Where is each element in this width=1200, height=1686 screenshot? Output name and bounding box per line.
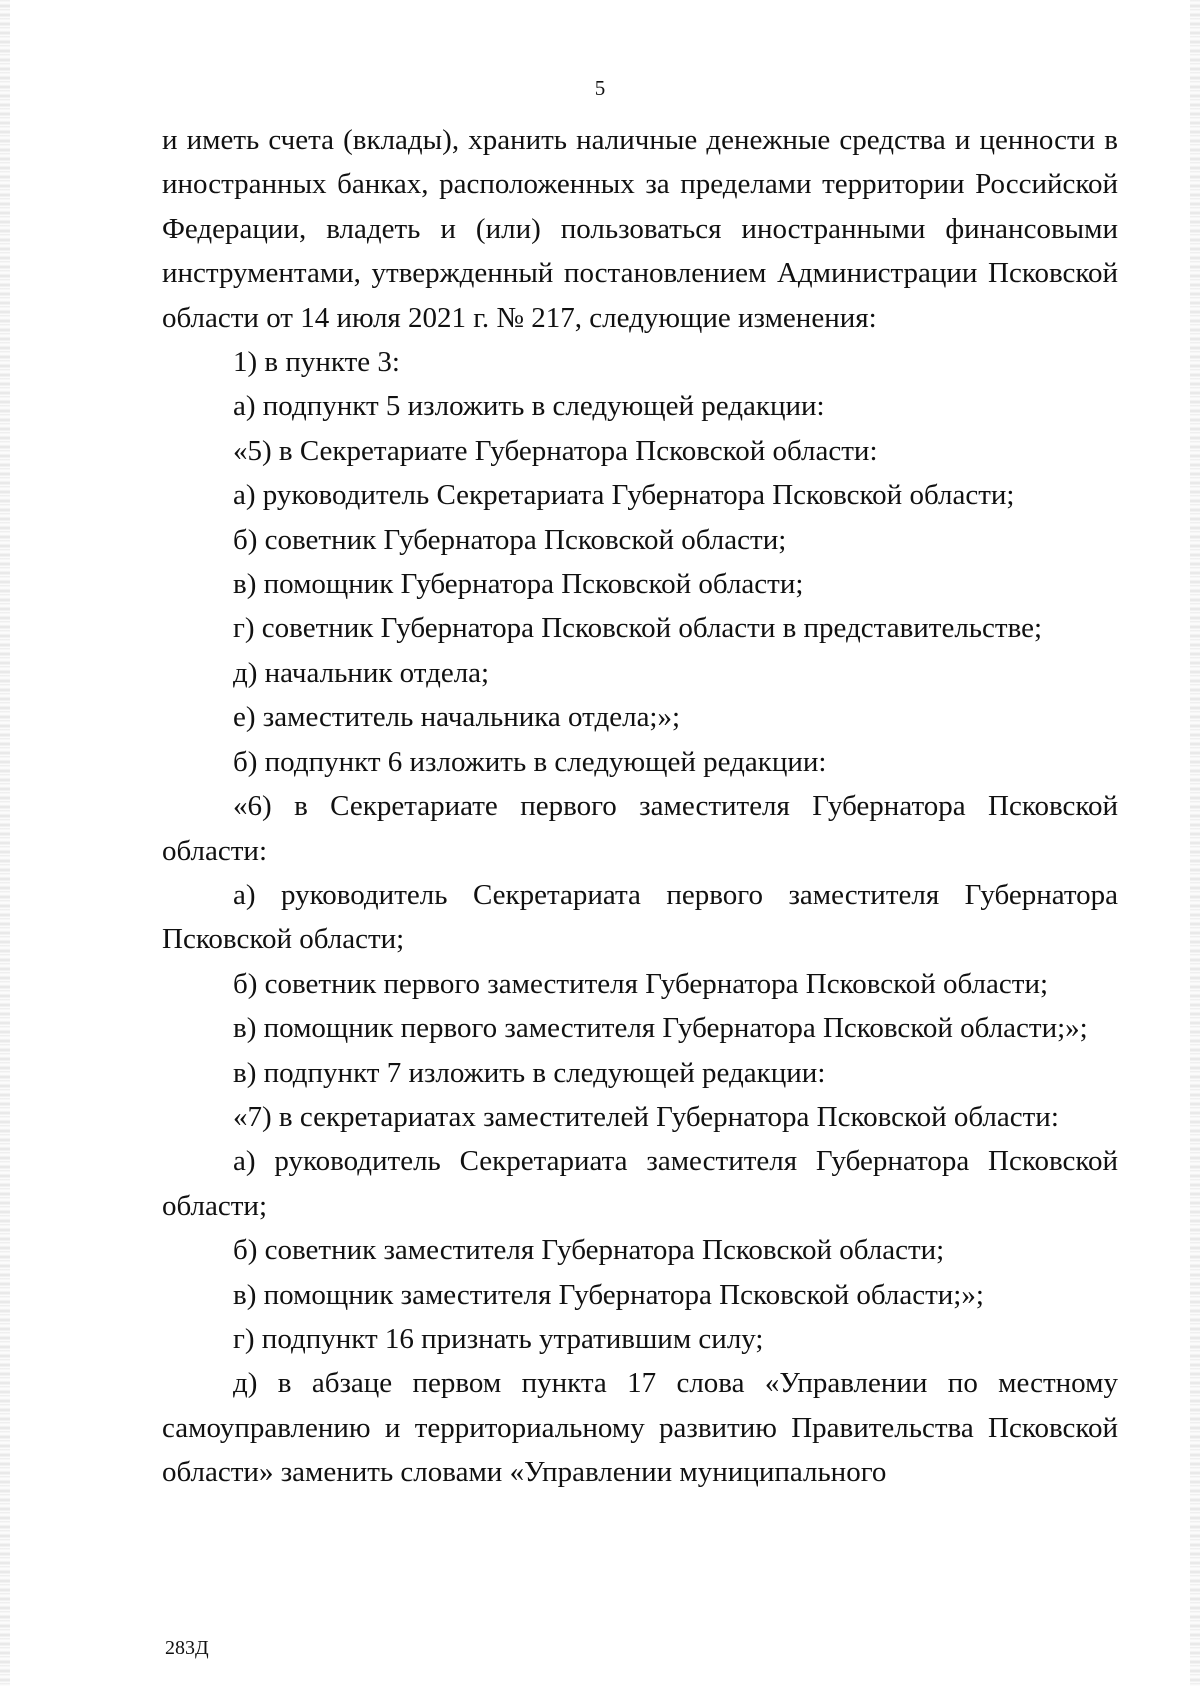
document-body	[162, 118, 1118, 1495]
paragraph: в) помощник заместителя Губернатора Псковской области;»;	[233, 1278, 984, 1311]
scan-edge-left	[0, 0, 10, 1686]
paragraph: и иметь счета (вклады), хранить наличные денежные средства и ценности в иностранных банках, расположенных за пределами территории Российской Федерации, владеть и (или) пользоваться иностранными финансовыми инструментами, утвержденный постановлением Администрации Псковской области от 14 июля 2021 г. № 217, следующие изменения:	[162, 124, 1118, 334]
paragraph: б) советник первого заместителя Губернатора Псковской области;	[233, 967, 1049, 1000]
paragraph: г) советник Губернатора Псковской области в представительстве;	[233, 612, 1043, 645]
paragraph: г) подпункт 16 признать утратившим силу;	[233, 1322, 764, 1355]
paragraph: б) советник Губернатора Псковской области;	[233, 523, 787, 556]
paragraph: д) начальник отдела;	[233, 656, 490, 689]
paragraph: б) подпункт 6 изложить в следующей редакции:	[233, 745, 827, 778]
paragraph: «7) в секретариатах заместителей Губернатора Псковской области:	[233, 1100, 1059, 1133]
paragraph: а) руководитель Секретариата заместителя Губернатора Псковской области;	[162, 1145, 1118, 1222]
paragraph: е) заместитель начальника отдела;»;	[233, 701, 681, 734]
paragraph: «6) в Секретариате первого заместителя Губернатора Псковской области:	[162, 790, 1118, 867]
paragraph: б) советник заместителя Губернатора Псковской области;	[233, 1234, 945, 1267]
paragraph: 1) в пункте 3:	[233, 346, 400, 379]
paragraph: в) помощник первого заместителя Губернатора Псковской области;»;	[233, 1012, 1088, 1045]
paragraph: в) подпункт 7 изложить в следующей редакции:	[233, 1056, 826, 1089]
page-number: 5	[594, 76, 606, 100]
paragraph: а) руководитель Секретариата первого заместителя Губернатора Псковской области;	[162, 878, 1118, 956]
paragraph: а) руководитель Секретариата Губернатора Псковской области;	[233, 479, 1015, 512]
paragraph: д) в абзаце первом пункта 17 слова «Управлении по местному самоуправлению и территориальному развитию Правительства Псковской области» заменить словами «Управлении муниципального	[162, 1367, 1118, 1489]
paragraph: «5) в Секретариате Губернатора Псковской области:	[233, 434, 878, 467]
document-code: 283Д	[165, 1637, 209, 1659]
scan-edge-right	[1190, 0, 1200, 1686]
paragraph: а) подпункт 5 изложить в следующей редакции:	[233, 390, 825, 423]
paragraph: в) помощник Губернатора Псковской области;	[233, 568, 804, 601]
